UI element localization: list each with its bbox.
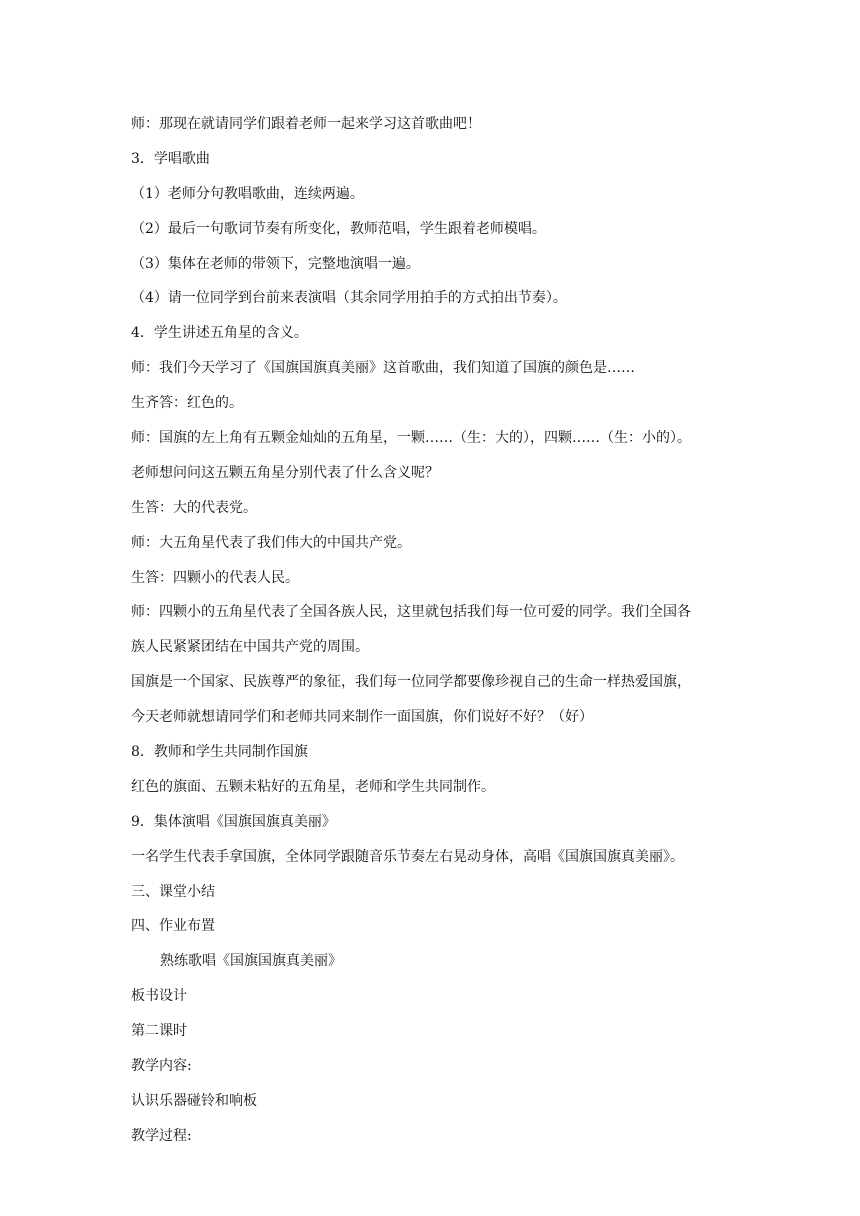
- paragraph-line: 师：那现在就请同学们跟着老师一起来学习这首歌曲吧！: [131, 116, 481, 132]
- paragraph-line: 红色的旗面、五颗未粘好的五角星，老师和学生共同制作。: [131, 778, 495, 795]
- paragraph-line: 师：大五角星代表了我们伟大的中国共产党。: [131, 534, 411, 551]
- paragraph-line: 今天老师就想请同学们和老师共同来制作一面国旗，你们说好不好？（好）: [131, 709, 593, 726]
- paragraph-line: 师：我们今天学习了《国旗国旗真美丽》这首歌曲，我们知道了国旗的颜色是……: [131, 360, 635, 377]
- paragraph-line: 教学内容:: [131, 1058, 192, 1075]
- list-item: （2）最后一句歌词节奏有所变化，教师范唱，学生跟着老师模唱。: [131, 220, 546, 237]
- paragraph-line: 教学过程:: [131, 1127, 192, 1144]
- section-heading: 4．学生讲述五角星的含义。: [131, 325, 308, 342]
- section-heading: 第二课时: [131, 1023, 187, 1040]
- section-heading: 8．教师和学生共同制作国旗: [131, 744, 308, 761]
- paragraph-line: 师：四颗小的五角星代表了全国各族人民，这里就包括我们每一位可爱的同学。我们全国各: [131, 604, 691, 621]
- paragraph-line: 熟练歌唱《国旗国旗真美丽》: [160, 953, 342, 970]
- document-body: [131, 107, 751, 1154]
- paragraph-line: 生答：四颗小的代表人民。: [131, 569, 299, 586]
- section-heading: 三、课堂小结: [131, 883, 215, 900]
- paragraph-line: 老师想问问这五颗五角星分别代表了什么含义呢？: [131, 464, 439, 481]
- paragraph-line: 族人民紧紧团结在中国共产党的周围。: [131, 639, 369, 656]
- paragraph-line: 认识乐器碰铃和响板: [131, 1092, 257, 1109]
- paragraph-line: 国旗是一个国家、民族尊严的象征，我们每一位同学都要像珍视自己的生命一样热爱国旗，: [131, 674, 691, 691]
- paragraph-line: 生答：大的代表党。: [131, 499, 257, 516]
- section-heading: 9．集体演唱《国旗国旗真美丽》: [131, 813, 336, 830]
- list-item: （4）请一位同学到台前来表演唱（其余同学用拍手的方式拍出节奏）。: [131, 290, 567, 307]
- list-item: （1）老师分句教唱歌曲，连续两遍。: [131, 185, 364, 202]
- section-heading: 四、作业布置: [131, 918, 215, 935]
- paragraph-line: 一名学生代表手拿国旗，全体同学跟随音乐节奏左右晃动身体，高唱《国旗国旗真美丽》。: [131, 848, 684, 865]
- section-heading: 板书设计: [131, 988, 187, 1005]
- paragraph-line: 生齐答：红色的。: [131, 395, 243, 412]
- section-heading: 3．学唱歌曲: [131, 150, 210, 167]
- list-item: （3）集体在老师的带领下，完整地演唱一遍。: [131, 255, 420, 272]
- paragraph-line: 师：国旗的左上角有五颗金灿灿的五角星，一颗……（生：大的），四颗……（生：小的）。: [131, 430, 691, 447]
